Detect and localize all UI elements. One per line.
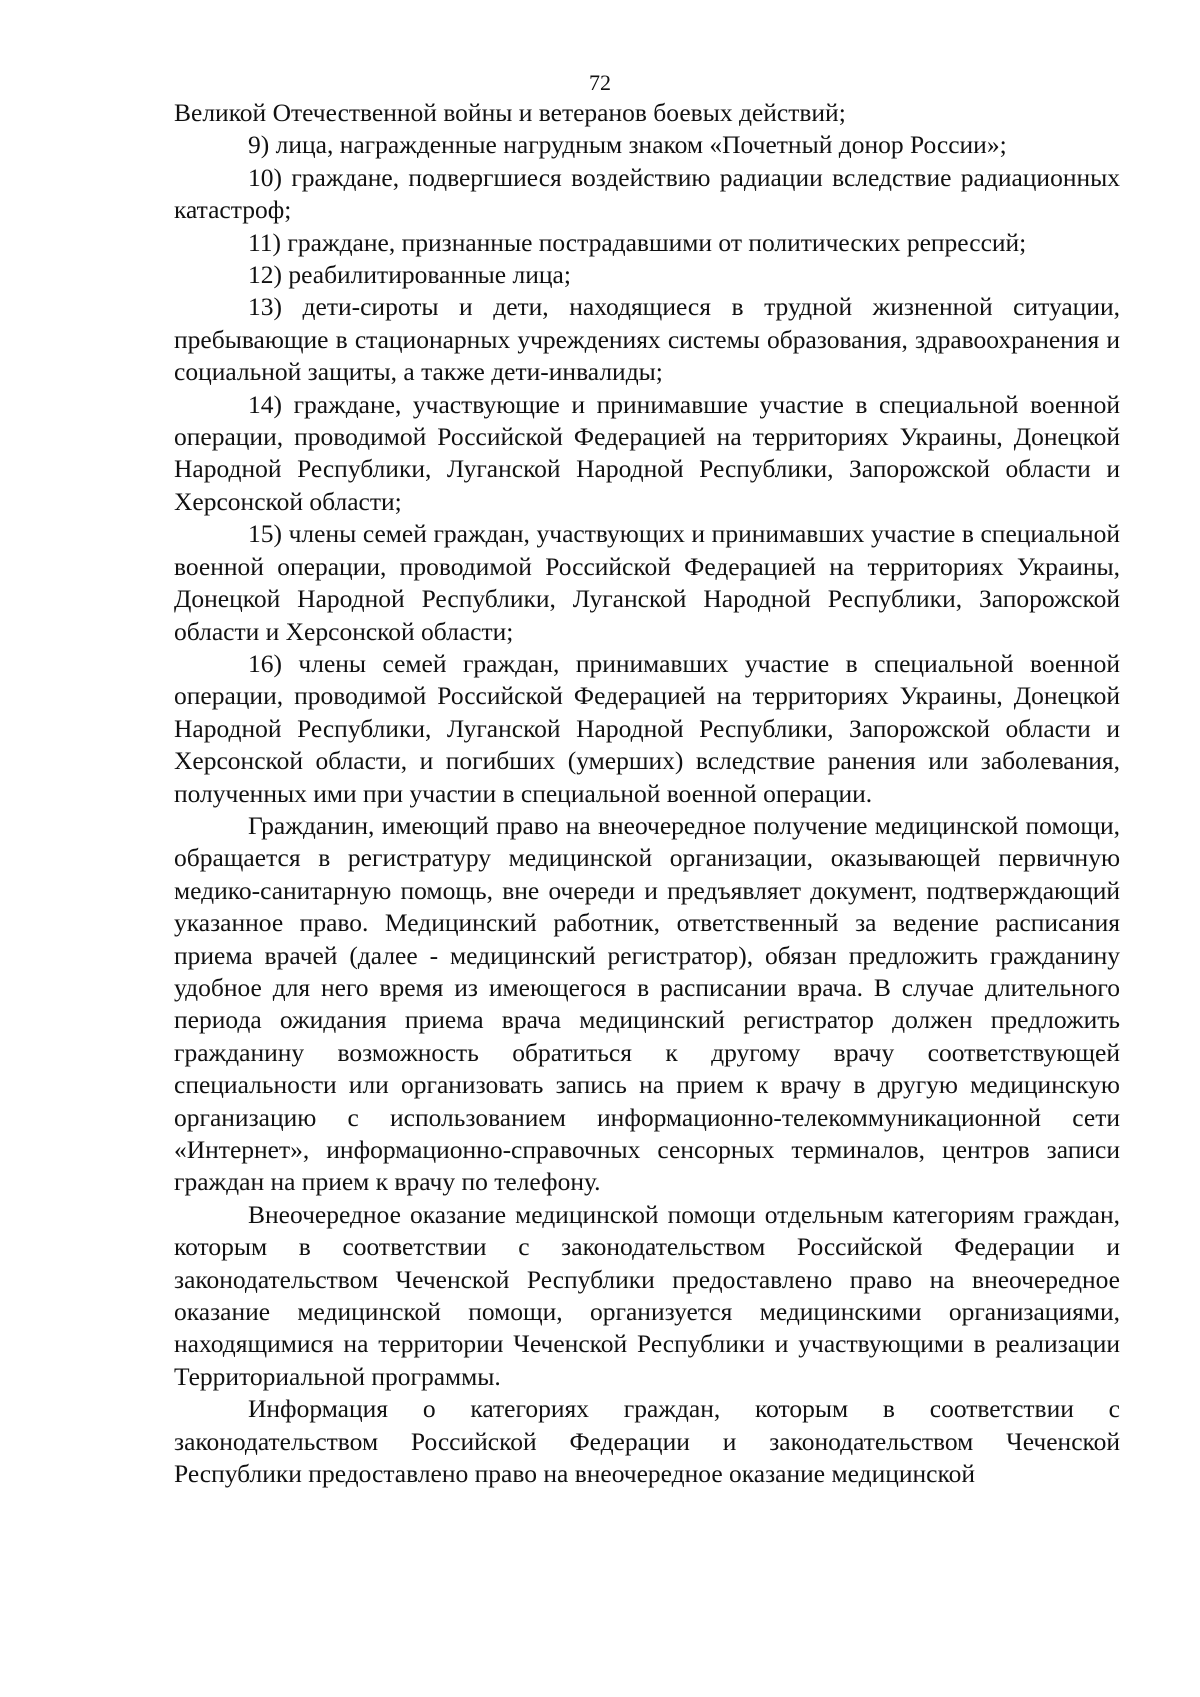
list-item-11: 11) граждане, признанные пострадавшими от политических репрессий; [248,227,1027,257]
page-number: 72 [589,70,611,95]
paragraph-priority-registration: Гражданин, имеющий право на внеочередное получение медицинской помощи, обращается в регистратуру медицинской организации, оказывающей первичную медико-санитарную помощь, вне очереди и предъявляет документ, подтверждающий указанное право. Медицинский работник, ответственный за ведение расписания приема врачей (далее - медицинский регистратор), обязан предложить гражданину удобное для него время из имеющегося в расписании врача. В случае длительного периода ожидания приема врача медицинский регистратор должен предложить гражданину возможность обратиться к другому врачу соответствующей специальности или организовать запись на прием к врачу в другую медицинскую организацию с использованием информационно-телекоммуникационной сети «Интернет», информационно-справочных сенсорных терминалов, центров записи граждан на прием к врачу по телефону. [174,810,1120,1197]
list-item-9: 9) лица, награжденные нагрудным знаком «Почетный донор России»; [248,130,1007,160]
list-item-10: 10) граждане, подвергшиеся воздействию радиации вследствие радиационных катастроф; [174,162,1120,225]
paragraph-priority-care: Внеочередное оказание медицинской помощи отдельным категориям граждан, которым в соответствии с законодательством Российской Федерации и законодательством Чеченской Республики предоставлено право на внеочередное оказание медицинской помощи, организуется медицинскими организациями, находящимися на территории Чеченской Республики и участвующими в реализации Территориальной программы. [174,1199,1120,1391]
document-body [174,97,1120,1490]
list-item-14: 14) граждане, участвующие и принимавшие участие в специальной военной операции, проводимой Российской Федерацией на территориях Украины, Донецкой Народной Республики, Луганской Народной Республики, Запорожской области и Херсонской области; [174,389,1120,516]
list-item-12: 12) реабилитированные лица; [248,260,571,290]
list-item-16: 16) члены семей граждан, принимавших участие в специальной военной операции, проводимой Российской Федерацией на территориях Украины, Донецкой Народной Республики, Луганской Народной Республики, Запорожской области и Херсонской области, и погибших (умерших) вследствие ранения или заболевания, полученных ими при участии в специальной военной операции. [174,648,1120,808]
list-item-15: 15) члены семей граждан, участвующих и принимавших участие в специальной военной операции, проводимой Российской Федерацией на территориях Украины, Донецкой Народной Республики, Луганской Народной Республики, Запорожской области и Херсонской области; [174,519,1120,646]
paragraph-information: Информация о категориях граждан, которым в соответствии с законодательством Российской Федерации и законодательством Чеченской Республики предоставлено право на внеочередное оказание медицинской [174,1394,1120,1489]
list-item-13: 13) дети-сироты и дети, находящиеся в трудной жизненной ситуации, пребывающие в стационарных учреждениях системы образования, здравоохранения и социальной защиты, а также дети-инвалиды; [174,292,1120,387]
paragraph-continuation: Великой Отечественной войны и ветеранов боевых действий; [174,98,846,127]
